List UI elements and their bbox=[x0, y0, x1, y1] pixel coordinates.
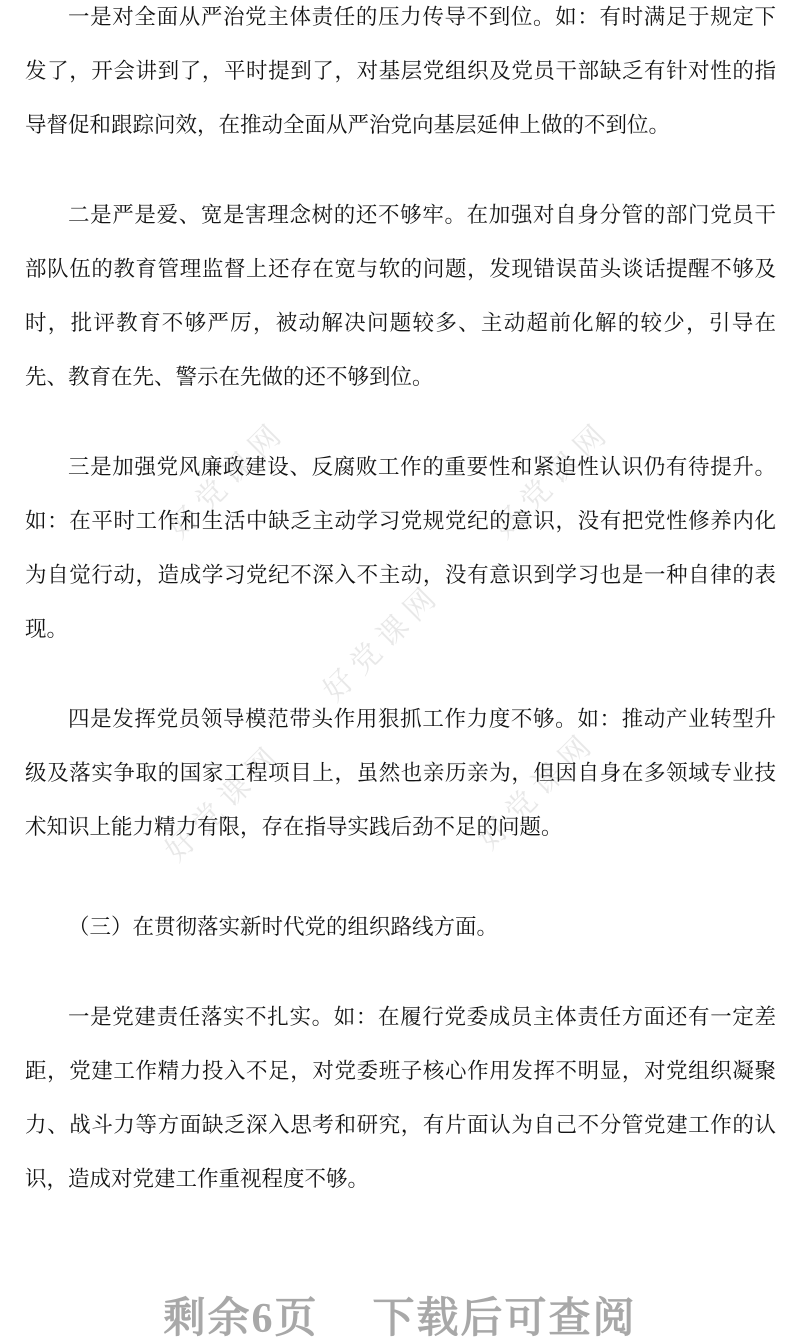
watermark-text: 好党课网 bbox=[487, 414, 618, 545]
watermark-text: 好党课网 bbox=[162, 414, 293, 545]
watermark-text: 好党课网 bbox=[472, 725, 603, 856]
section-heading: （三）在贯彻落实新时代党的组织路线方面。 bbox=[68, 915, 499, 939]
watermark-text: 好党课网 bbox=[159, 737, 290, 868]
download-hint-label[interactable]: 下载后可查阅 bbox=[372, 1296, 637, 1342]
body-paragraph: 一是对全面从严治党主体责任的压力传导不到位。如：有时满足于规定下发了，开会讲到了，平时提到了，对基层党组织及党员干部缺乏有针对性的指导督促和跟踪问效，在推动全面从严治党向基层延伸上做的不到位。 bbox=[25, 5, 776, 137]
body-paragraph: 三是加强党风廉政建设、反腐败工作的重要性和紧迫性认识仍有待提升。如：在平时工作和生活中缺乏主动学习党规党纪的意识，没有把党性修养内化为自觉行动，造成学习党纪不深入不主动，没有意识到学习也是一种自律的表现。 bbox=[25, 455, 776, 641]
watermark-text: 好党课网 bbox=[317, 577, 448, 708]
remaining-pages-label[interactable]: 剩余6页 bbox=[163, 1296, 319, 1342]
body-paragraph: 二是严是爱、宽是害理念树的还不够牢。在加强对自身分管的部门党员干部队伍的教育管理监督上还存在宽与软的问题，发现错误苗头谈话提醒不够及时，批评教育不够严厉，被动解决问题较多、主动超前化解的较少，引导在先、教育在先、警示在先做的还不够到位。 bbox=[25, 203, 776, 389]
preview-footer-banner[interactable] bbox=[0, 1294, 800, 1344]
body-paragraph: 一是党建责任落实不扎实。如：在履行党委成员主体责任方面还有一定差距，党建工作精力投入不足，对党委班子核心作用发挥不明显，对党组织凝聚力、战斗力等方面缺乏深入思考和研究，有片面认为自己不分管党建工作的认识，造成对党建工作重视程度不够。 bbox=[25, 1005, 776, 1191]
body-paragraph: 四是发挥党员领导模范带头作用狠抓工作力度不够。如：推动产业转型升级及落实争取的国家工程项目上，虽然也亲历亲为，但因自身在多领域专业技术知识上能力精力有限，存在指导实践后劲不足的问题。 bbox=[25, 707, 776, 839]
